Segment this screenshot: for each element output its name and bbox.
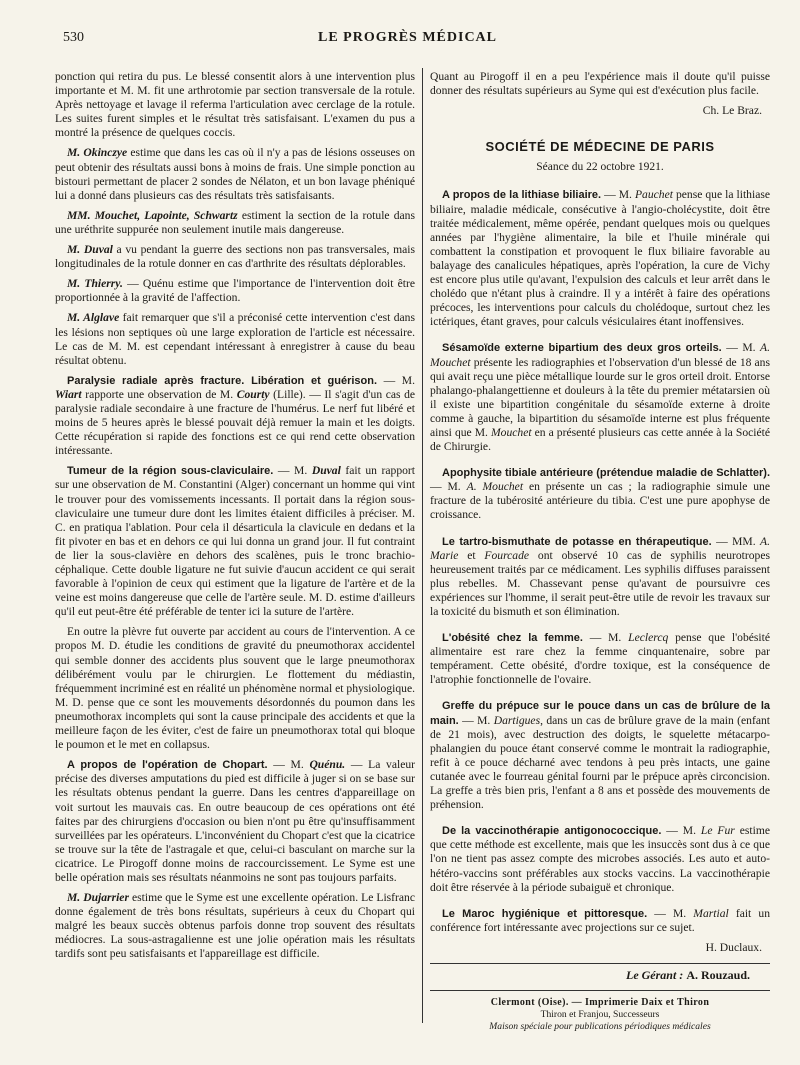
footer-divider bbox=[430, 990, 770, 991]
page-number: 530 bbox=[63, 30, 84, 45]
paragraph-text: et bbox=[458, 548, 485, 562]
section-sesamoide bbox=[430, 341, 770, 454]
separator: — M. bbox=[377, 373, 415, 387]
section-title: Le Maroc hygiénique et pittoresque. bbox=[442, 907, 648, 920]
separator: — M. bbox=[458, 713, 494, 727]
paragraph-text: fait un rapport sur une observation de M. Constantini (Alger) concernant un homme qui vint le trouver pour des vomissements incessants. Il portait dans la région sous-claviculaire une tumeur dure dont les limites étaient difficiles à préciser. M. C. en pratiqua l'ablation. Pour cela il désarticula la clavicule en dedans et la fit pivoter en bas et en dehors ce qui lui donna un grand jour. Il fut contraint de lier la sous-clavière en dehors des scalènes, puis le tronc brachio-céphalique. Cette double ligature ne fut suivie d'aucun accident ce qui serait favorable à l'opinion de ceux qui estiment que la ligature de l'artère et de la veine est moins dangereuse que celle de l'artère seule. M. D. estime d'ailleurs qu'il eut peut-être été préférable de tenter ici la suture de l'artère. bbox=[55, 464, 416, 619]
section-title: A propos de l'opération de Chopart. bbox=[67, 759, 268, 772]
gerant-name: A. Rouzaud. bbox=[686, 967, 750, 982]
section-maroc bbox=[430, 907, 770, 935]
speaker-name: M. Dujarrier bbox=[67, 891, 129, 905]
paragraph-text: — Quénu estime que l'importance de l'intervention doit être proportionnée à la gravité de l'affection. bbox=[55, 277, 415, 305]
speaker-name: M. Alglave bbox=[67, 311, 120, 325]
section-obesite bbox=[430, 631, 770, 687]
paragraph-text: a vu pendant la guerre des sections non pas transversales, mais longitudinales de la rotule donner en cas d'arthrite des résultats déplorables. bbox=[55, 243, 416, 271]
paragraph-text: pense que la lithiase biliaire, maladie médicale, consécutive à l'angio-cholécystite, doit être traitée médicalement, même opérée, pendant quelques mois ou quelques années par l'hygiène alimentaire, la bile et l'huile minérale qui combattent la constipation et provoquent le flux biliaire favorable au balayage des canalicules hépatiques, après l'opération, la cure de Vichy est encore plus utile qu'avant, l'expulsion des calculs et leur arrêt dans le cholédo que n'étant plus à craindre. Il y a intérêt à faire des opérations précoces, les interventions pour calculs du cholédoque, surtout chez les ictériques, étant graves, pour calculs vésiculaires étant inoffensives. bbox=[430, 188, 770, 329]
section-lithiase bbox=[430, 188, 770, 329]
paragraph-text: (Lille). — Il s'agit d'un cas de paralysie radiale secondaire à une fracture de l'humérus. Le nerf fut libéré et moins de 5 heures après le blessé pouvait déjà remuer la main et les doigts. Cette récupération si rapide des fonctions est ce qui rend cette observation intéressante. bbox=[55, 387, 416, 458]
section-title: Paralysie radiale après fracture. Libération et guérison. bbox=[67, 374, 378, 387]
footer-divider bbox=[430, 963, 770, 964]
section-tartro-bismuthate bbox=[430, 535, 770, 620]
section-apophysite bbox=[430, 466, 770, 522]
section-title: Sésamoïde externe bipartium des deux gros orteils. bbox=[442, 342, 722, 355]
speaker-name: Wiart bbox=[55, 387, 82, 401]
paragraph-text: rapporte une observation de M. bbox=[81, 387, 237, 401]
paragraph bbox=[55, 209, 415, 237]
journal-title: LE PROGRÈS MÉDICAL bbox=[317, 30, 498, 45]
speaker-name: Martial bbox=[693, 906, 729, 920]
section-tumeur bbox=[55, 464, 415, 619]
speaker-name: A. Mouchet bbox=[466, 480, 524, 494]
speaker-name: Pauchet bbox=[634, 188, 673, 202]
paragraph-text: estiment la section de la rotule dans une uréthrite suppurée non seulement inutile mais dangereuse. bbox=[55, 208, 415, 236]
paragraph-text: estime que dans les cas où il n'y a pas de lésions osseuses on peut obtenir des résultats aussi bons à moins de frais. Une simple ponction au bistouri permettant de placer 2 sondes de Nélaton, et un bon lavage phéniqué lui a donné dans plusieurs cas des résultats très satisfaisants. bbox=[55, 146, 415, 202]
section-title: Greffe du prépuce sur le pouce dans un cas de brûlure de la main. bbox=[430, 700, 770, 727]
speaker-name: Fourcade bbox=[484, 548, 530, 562]
left-column bbox=[55, 70, 415, 968]
session-date: Séance du 22 octobre 1921. bbox=[536, 161, 664, 174]
paragraph-text: estime que le Syme est une excellente opération. Le Lisfranc donne également de très bons résultats, supérieurs à ceux du Chopart qui malgré les beaux succès obtenus parfois donne trop souvent des résultats médiocres. La sous-astragalienne est une jolie opération mais les résultats tardifs sont peu satisfaisants et l'appareillage est difficile. bbox=[55, 891, 415, 961]
separator: — M. bbox=[647, 906, 694, 920]
section-greffe bbox=[430, 699, 770, 812]
paragraph-text: présente les radiographies et l'observation d'un blessé de 18 ans qui avait reçu une pièce métallique lourde sur le gros orteil droit. Entorse phalango-phalangettienne et douleurs à la tête du premier métatarsien où il existe une bipartition congénitale du sésamoïde externe à droite comme à gauche, la bipartition du sésamoïde interne est plus fréquente ainsi que M. bbox=[430, 355, 770, 439]
separator: — M. bbox=[721, 341, 761, 355]
right-column bbox=[430, 70, 770, 1033]
speaker-name: MM. Mouchet, Lapointe, Schwartz bbox=[67, 208, 238, 222]
paragraph-text: estime que cette méthode est excellente, mais que les insuccès sont dus à ce que l'on ne tient pas assez compte des microbes associés. Les auto et auto-hétéro-vaccins sont préférables aux stocks vaccins. La vaccinothérapie doit être réservée à la période subaiguë et chronique. bbox=[430, 824, 771, 894]
separator: — M. bbox=[430, 480, 467, 494]
paragraph-text: , dans un cas de brûlure grave de la main (enfant de 21 mois), avec destruction des doigts, le squelette métacarpo-phalangien du pouce étant conservé comme le montrait la radiographie, refit à ce pouce décharné avec tendons à peu près intacts, une gaine cutanée avec le fourreau génital fourni par le prépuce après circoncision. La greffe a très bien pris, l'enfant a 8 ans et possède des mouvements de préhension. bbox=[430, 713, 770, 812]
paragraph-text: en a présenté plusieurs cas cette année à la Société de Chirurgie. bbox=[430, 425, 770, 454]
speaker-name: A. Mouchet bbox=[430, 341, 771, 369]
separator: — M. bbox=[661, 824, 701, 838]
speaker-name: Quénu. bbox=[309, 758, 346, 772]
section-vaccinotherapie bbox=[430, 824, 770, 894]
paragraph-text: fait remarquer que s'il a préconisé cette intervention c'est dans les lésions non septiques où une large exploration de l'article est nécessaire. Le cas de M. M. est cependant intéressant à enregistrer à cause du beau résultat obtenu. bbox=[55, 311, 415, 367]
paragraph: Quant au Pirogoff il en a peu l'expérience mais il doute qu'il puisse donner des résultats supérieurs au Syme qui est d'exécution plus facile. bbox=[430, 70, 770, 98]
paragraph-text: — La valeur précise des diverses amputations du pied est difficile à juger si on se base sur les résultats obtenus pendant la guerre. Dans les centres d'appareillage on voit surtout les mauvais cas. En outre beaucoup de ces opérations ont été faites par des chirurgiens d'occasion ou bien n'ont pu être qu'insuffisamment surveillées par les opérateurs. L'inconvénient du Chopart c'est que la cicatrice se trouve sur la tête de l'astragale et que, celui-ci basculant on marche sur la cicatrice. Le Pirogoff donne moins de raccourcissement. Le Syme est une belle opération mais ses résultats néanmoins ne sont pas toujours parfaits. bbox=[55, 758, 415, 884]
speaker-name: A. Marie bbox=[430, 534, 770, 562]
imprint-line: Maison spéciale pour publications périodiques médicales bbox=[489, 1021, 711, 1033]
speaker-name: Courty bbox=[236, 387, 270, 401]
imprint-line: Thiron et Franjou, Successeurs bbox=[540, 1009, 660, 1021]
separator: — M. bbox=[601, 188, 635, 202]
paragraph bbox=[55, 311, 415, 367]
speaker-name: Le Fur bbox=[700, 824, 735, 838]
section-title: Tumeur de la région sous-claviculaire. bbox=[67, 465, 274, 478]
running-head bbox=[55, 30, 760, 50]
speaker-name: M. Okinczye bbox=[67, 146, 128, 160]
separator: — M. bbox=[582, 631, 629, 645]
paragraph-text: ont observé 10 cas de syphilis neurotropes heureusement traités par ce médicament. Les syphilis diffuses paraissent plus rebelles. M. Chassevant pense qu'avant de poursuivre ces expériences sur l'homme, il serait peut-être utile de revoir les travaux sur la toxicité du bismuth et son élimination. bbox=[430, 548, 770, 618]
imprint-line: Clermont (Oise). — Imprimerie Daix et Thiron bbox=[490, 997, 710, 1009]
separator: — M. bbox=[273, 464, 312, 478]
speaker-name: Dartigues bbox=[493, 713, 541, 727]
column-divider bbox=[422, 68, 423, 1023]
printer-imprint bbox=[430, 997, 770, 1033]
section-title: De la vaccinothérapie antigonococcique. bbox=[442, 825, 662, 838]
speaker-name: M. Thierry. bbox=[67, 277, 123, 291]
paragraph bbox=[55, 891, 415, 961]
section-paralysie bbox=[55, 374, 415, 459]
section-title: Apophysite tibiale antérieure (prétendue maladie de Schlatter). bbox=[442, 467, 770, 480]
paragraph-text: en présente un cas ; la radiographie simule une fracture de la tubérosité antérieure du tibia. C'est une pure apophyse de croissance. bbox=[430, 480, 770, 522]
paragraph-text: pense que l'obésité alimentaire est rare chez la femme cinquantenaire, sobre par tempérament. Cette obésité, d'ordre toxique, est la conséquence de l'atrophie fonctionnelle de l'ovaire. bbox=[430, 631, 770, 687]
section-title: L'obésité chez la femme. bbox=[442, 632, 583, 645]
separator: — M. bbox=[267, 758, 310, 772]
paragraph bbox=[55, 146, 415, 202]
gerant-label: Le Gérant : bbox=[625, 967, 687, 982]
section-title: Le tartro-bismuthate de potasse en thérapeutique. bbox=[442, 535, 712, 548]
society-heading: SOCIÉTÉ DE MÉDECINE DE PARIS bbox=[485, 139, 715, 155]
speaker-name: M. Duval bbox=[67, 243, 113, 257]
section-chopart bbox=[55, 758, 415, 885]
speaker-name: Duval bbox=[311, 464, 341, 478]
section-title: A propos de la lithiase biliaire. bbox=[442, 189, 602, 202]
gerant-line bbox=[430, 968, 750, 982]
speaker-name: Mouchet bbox=[491, 425, 532, 439]
speaker-name: Leclercq bbox=[628, 631, 669, 645]
separator: — MM. bbox=[711, 534, 761, 548]
paragraph: ponction qui retira du pus. Le blessé consentit alors à une intervention plus importante et M. M. fit une arthrotomie par section transversale de la rotule. Après nettoyage et lavage il referma l'articulation avec cerclage de la rotule. Les suites furent simples et le résultat très satisfaisant. L'examen du pus a montré la présence de quelques coccis. bbox=[55, 70, 415, 140]
signature: Ch. Le Braz. bbox=[702, 104, 762, 118]
paragraph bbox=[55, 277, 415, 305]
paragraph: En outre la plèvre fut ouverte par accident au cours de l'intervention. A ce propos M. D. étudie les conditions de gravité du pneumothorax accidentel qui semble donner des accidents plus souvent que le large pneumothorax délibérément voulu par le chirurgien. Le flottement du médiastin, fréquemment incriminé est en réalité un phénomène normal et physiologique. M. D. pense que ce sont les mouvements désordonnés du poumon dans les pneumothorax incomplets qui sont la cause principale des accidents et que la meilleure façon de les éviter, c'est de faire un pneumothorax total qui bloque le poumon et le met en collapsus. bbox=[55, 625, 415, 752]
paragraph-text: fait un conférence fort intéressante avec projections sur ce sujet. bbox=[430, 906, 770, 934]
paragraph bbox=[55, 243, 415, 271]
signature: H. Duclaux. bbox=[705, 940, 762, 954]
